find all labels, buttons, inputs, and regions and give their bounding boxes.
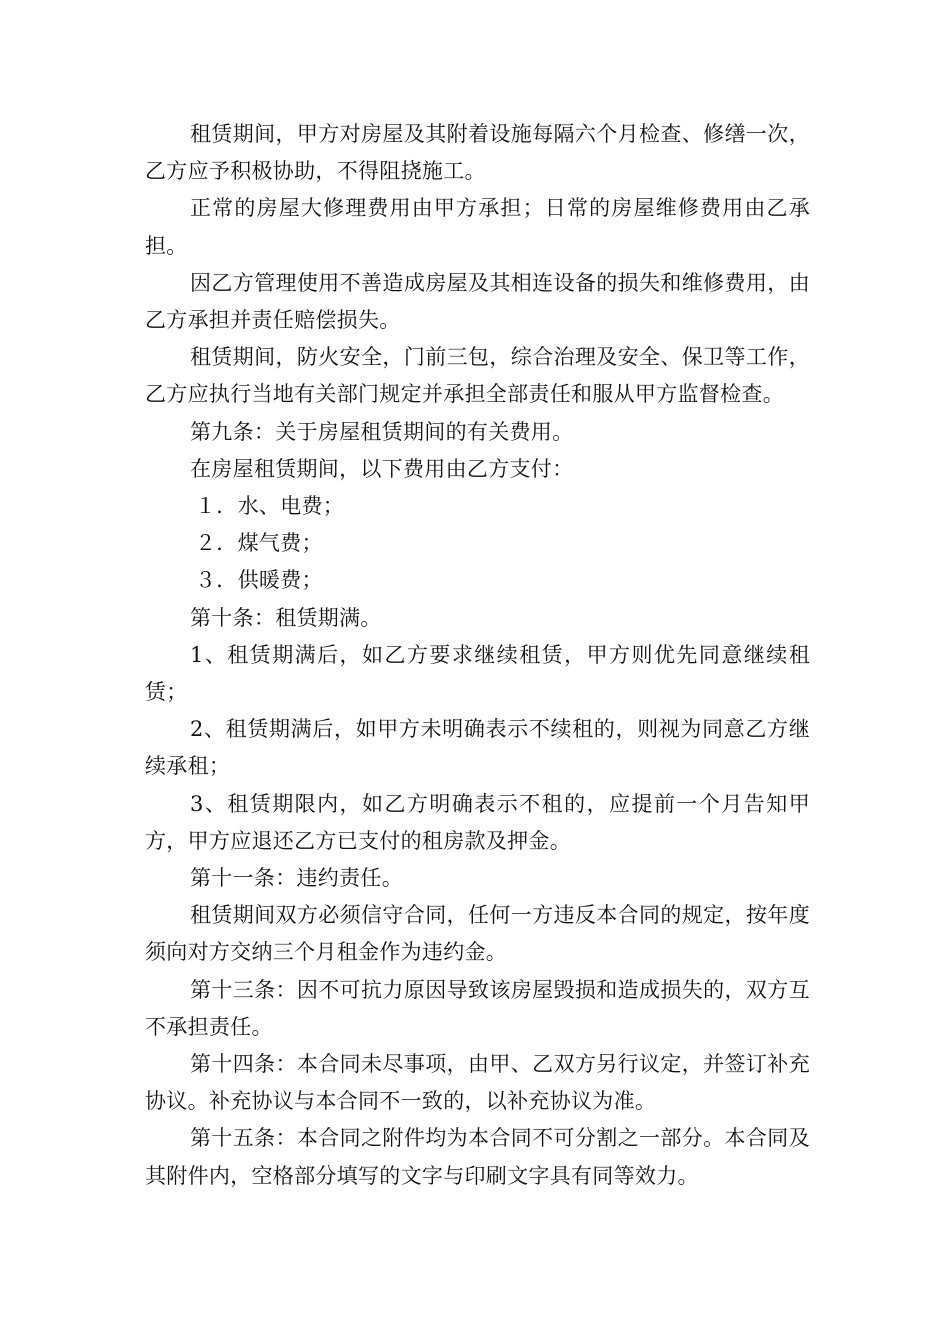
paragraph-fees-intro: 在房屋租赁期间，以下费用由乙方支付： [190,456,574,481]
term-end-clause-1: 1、租赁期满后，如乙方要求继续租赁，甲方则优先同意继续租赁； [145,642,810,705]
fee-item-2: ２．煤气费； [195,531,323,556]
article-15: 第十五条：本合同之附件均为本合同不可分割之一部分。本合同及其附件内，空格部分填写的文字与印刷文字具有同等效力。 [145,1126,810,1188]
document-body [145,116,810,1195]
article-11-heading: 第十一条：违约责任。 [190,866,403,891]
term-end-clause-2: 2、租赁期满后，如甲方未明确表示不续租的，则视为同意乙方继续承租； [145,717,810,779]
paragraph-breach-penalty: 租赁期间双方必须信守合同，任何一方违反本合同的规定，按年度须向对方交纳三个月租金作为违约金。 [145,903,810,965]
article-10-heading: 第十条：租赁期满。 [190,605,382,630]
article-14: 第十四条：本合同未尽事项，由甲、乙双方另行议定，并签订补充协议。补充协议与本合同不一致的，以补充协议为准。 [145,1052,810,1114]
article-13: 第十三条：因不可抗力原因导致该房屋毁损和造成损失的，双方互不承担责任。 [145,977,810,1039]
paragraph-inspection: 租赁期间，甲方对房屋及其附着设施每隔六个月检查、修缮一次，乙方应予积极协助，不得阻挠施工。 [145,122,810,184]
paragraph-repair-costs: 正常的房屋大修理费用由甲方承担；日常的房屋维修费用由乙承担。 [145,196,810,258]
article-9-heading: 第九条：关于房屋租赁期间的有关费用。 [190,419,574,444]
paragraph-damage-liability: 因乙方管理使用不善造成房屋及其相连设备的损失和维修费用，由乙方承担并责任赔偿损失。 [145,270,810,333]
term-end-clause-3: 3、租赁期限内，如乙方明确表示不租的，应提前一个月告知甲方，甲方应退还乙方已支付的租房款及押金。 [145,791,810,853]
fee-item-3: ３．供暖费； [195,568,323,593]
fee-item-1: １．水、电费； [195,494,345,519]
paragraph-safety: 租赁期间，防火安全，门前三包，综合治理及安全、保卫等工作，乙方应执行当地有关部门规定并承担全部责任和服从甲方监督检查。 [145,345,810,407]
